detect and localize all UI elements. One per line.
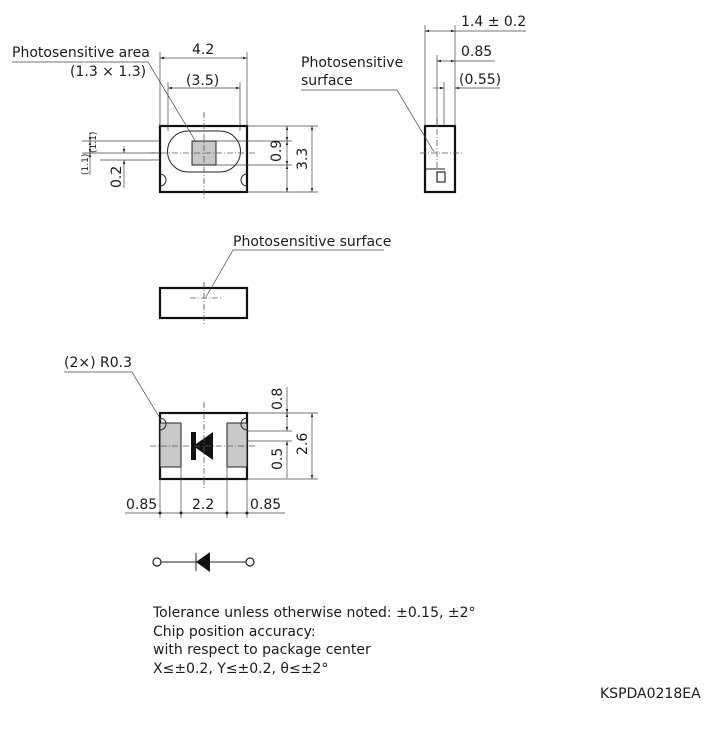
dim-width: 4.2	[192, 42, 215, 58]
dim-bottom-height: 2.6	[295, 432, 311, 455]
dim-offset-c: 0.2	[109, 165, 125, 188]
dim-area-height: 0.9	[269, 139, 285, 162]
radius-label: (2×) R0.3	[64, 355, 133, 371]
side-surface-label-line2: surface	[301, 73, 353, 89]
front-view	[160, 234, 391, 325]
drawing-code: KSPDA0218EA	[600, 686, 701, 702]
front-view-package-body	[160, 288, 247, 318]
dim-thickness: 1.4 ± 0.2	[461, 14, 527, 30]
dim-bottom-right: 0.85	[250, 497, 282, 513]
side-view	[301, 14, 526, 192]
side-surface-label-line1: Photosensitive	[301, 55, 404, 71]
dim-height: 3.3	[295, 147, 311, 170]
note-chip-accuracy: Chip position accuracy:	[153, 623, 316, 640]
dim-bottom-center: 2.2	[192, 497, 215, 513]
photosensitive-area-size: (1.3 × 1.3)	[70, 64, 147, 80]
bottom-view	[64, 355, 318, 518]
dim-depth-b: (0.55)	[459, 72, 502, 88]
dim-offset-b: (1.1)	[81, 153, 91, 175]
top-view	[12, 42, 318, 200]
note-limits: X≤±0.2, Y≤±0.2, θ≤±2°	[153, 660, 329, 677]
diode-schematic-symbol	[153, 552, 254, 572]
note-reference: with respect to package center	[153, 642, 371, 658]
dim-bottom-left: 0.85	[126, 497, 158, 513]
front-surface-label: Photosensitive surface	[233, 234, 392, 250]
photosensitive-area-label: Photosensitive area	[12, 45, 150, 61]
dim-offset-a: (1.1)	[89, 131, 99, 153]
dim-bottom-top: 0.8	[270, 387, 286, 410]
dim-depth-a: 0.85	[461, 44, 493, 60]
notes-block	[153, 604, 476, 678]
note-tolerance: Tolerance unless otherwise noted: ±0.15, ±2°	[153, 605, 476, 621]
dim-inner-width: (3.5)	[186, 73, 220, 89]
dim-bottom-mid: 0.5	[270, 447, 286, 470]
